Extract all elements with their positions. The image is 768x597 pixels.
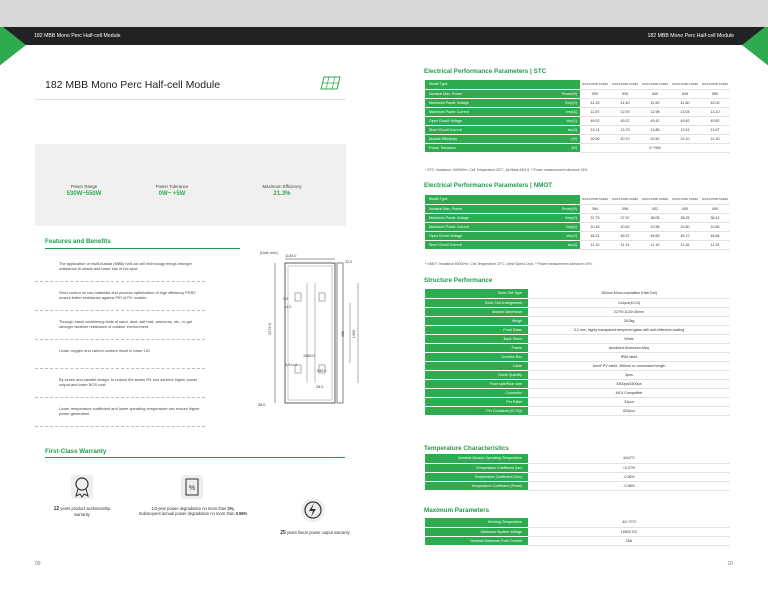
row-value: 46.37	[610, 231, 640, 240]
row-label: Connector	[425, 388, 528, 397]
row-unit: Imp(A)	[500, 222, 580, 231]
row-unit: (W)	[500, 143, 580, 152]
table-row	[425, 463, 730, 472]
row-value: 3.2 mm, highly transparent tempered glass with anti-reflective coating	[528, 325, 730, 334]
row-label: Short Circuit Current	[425, 240, 500, 249]
row-label: Maximum System Voltage	[425, 527, 528, 536]
left-corner-triangle	[0, 27, 26, 67]
table-row	[425, 204, 730, 213]
row-value: 10.60	[670, 222, 700, 231]
dim-mount-long: 1400	[352, 329, 357, 339]
dim-slot: 14.0	[284, 305, 292, 309]
row-unit: Voc(V)	[500, 116, 580, 125]
row-label: Nominal Max. Power	[425, 204, 500, 213]
stc-note: * STC: Irradiance 1000W/m², Cell Temperature 25°C, Air Mass AM1.5. * Power measurement tolerance ±3%.	[425, 168, 589, 172]
feature-text: Lower oxygen and carbon content result in lower LID.	[59, 348, 151, 353]
spec-label: Power Range	[70, 184, 98, 189]
row-value: 21.30	[700, 134, 730, 143]
row-value: 10.50	[610, 222, 640, 231]
row-value: White	[528, 334, 730, 343]
row-label: Junction Box	[425, 352, 528, 361]
left-page-number: 09	[35, 561, 41, 567]
row-unit: Imp(A)	[500, 107, 580, 116]
row-label: Maximum Power Current	[425, 222, 500, 231]
row-value: 46.55	[640, 231, 670, 240]
left-header-title: 182 MBB Mono Perc Half-cell Module	[34, 33, 121, 39]
table-row	[425, 222, 730, 231]
maximum-table	[425, 518, 730, 546]
row-value: 41.80	[670, 98, 700, 107]
stc-table	[425, 80, 730, 153]
table-row	[425, 334, 730, 343]
row-value: 28.0kg	[528, 316, 730, 325]
percent-icon	[180, 474, 204, 500]
row-label: Weigh	[425, 316, 528, 325]
row-label: Diode Quantity	[425, 370, 528, 379]
row-unit: Vmp(V)	[500, 98, 580, 107]
dim-mounting-holes: 4-9×14	[285, 363, 297, 367]
svg-text:%: %	[188, 485, 196, 492]
table-row	[425, 134, 730, 143]
row-value: 0~+5W	[580, 143, 730, 152]
table-header-row	[425, 195, 730, 204]
dim-height: 2279.0	[267, 323, 272, 335]
document-icon	[37, 293, 49, 305]
row-label: Per Container(40' HQ)	[425, 406, 528, 415]
row-value: 398	[610, 204, 640, 213]
table-row	[425, 518, 730, 527]
row-value: 144pcs(6×24)	[528, 298, 730, 307]
right-header-bar	[384, 27, 768, 45]
row-label: Frame	[425, 343, 528, 352]
row-value: 41.60	[640, 98, 670, 107]
feature-item	[35, 317, 205, 340]
main-title: 182 MBB Mono Perc Half-cell Module	[45, 79, 221, 91]
table-row	[425, 370, 730, 379]
row-unit: Pmax(W)	[500, 204, 580, 213]
row-label: Maximum Power Voltage	[425, 98, 500, 107]
row-value: -0.36%	[528, 472, 730, 481]
dim-width: 1134.0	[285, 254, 297, 258]
row-label: Module Efficiency	[425, 134, 500, 143]
table-row	[425, 89, 730, 98]
thermometer-icon	[37, 409, 49, 421]
model-name: SXXX-PM8 72/182	[640, 80, 670, 89]
table-row	[425, 352, 730, 361]
row-value: 13.04	[670, 107, 700, 116]
model-name: SXXX-PM8 72/182	[700, 80, 730, 89]
row-label: Nominal Max. Power	[425, 89, 500, 98]
row-unit: (%)	[500, 134, 580, 143]
table-row	[425, 527, 730, 536]
feature-text: The application of multi-busbar (MBB) half-cut cell technology brings stronger resistance to shade and lower risk of hot spot.	[59, 261, 192, 271]
table-row	[425, 116, 730, 125]
row-value: 620pcs	[528, 406, 730, 415]
features-title: Features and Benefits	[45, 238, 111, 245]
left-header-bar	[0, 27, 384, 45]
row-value: +0.07%	[528, 463, 730, 472]
row-value: MC4 Compatible	[528, 388, 730, 397]
dim-junction: 25.0	[316, 385, 324, 389]
row-value: 11.14	[610, 240, 640, 249]
row-value: 25A	[528, 536, 730, 545]
dim-hole: 9.0	[283, 297, 289, 301]
row-value: 409	[700, 204, 730, 213]
row-value: 49.82	[700, 116, 730, 125]
row-value: 13.97	[700, 125, 730, 134]
table-row	[425, 481, 730, 490]
row-value: 13.85	[640, 125, 670, 134]
table-row	[425, 325, 730, 334]
features-underline	[45, 248, 240, 249]
bolt-icon	[300, 497, 326, 523]
row-label: Cable	[425, 361, 528, 370]
spec-value: 530W~550W	[66, 191, 102, 197]
row-label: Back Sheet	[425, 334, 528, 343]
feature-text: Through harsh weathering tests of sand, dust, salt mist, ammonia, etc., to get stronger weather resistance of outdoor environment.	[59, 319, 192, 329]
row-value: 46.72	[670, 231, 700, 240]
dim-mount: 400	[341, 330, 346, 338]
row-label: Short Circuit Current	[425, 125, 500, 134]
warranty-underline	[45, 457, 345, 458]
row-value: 10.56	[640, 222, 670, 231]
row-value: 2279×1134×35mm	[528, 307, 730, 316]
spec-label: Maximum Efficiency	[262, 184, 302, 189]
table-row	[425, 536, 730, 545]
row-label: Solar Cell Arrangement	[425, 298, 528, 307]
row-value: 37.97	[610, 213, 640, 222]
table-row	[425, 316, 730, 325]
table-row	[425, 298, 730, 307]
row-value: 20.90	[640, 134, 670, 143]
row-value: 38.05	[640, 213, 670, 222]
table-row	[425, 107, 730, 116]
hand-icon	[37, 351, 49, 363]
row-value: 49.42	[640, 116, 670, 125]
row-value: Anodized Aluminum Alloy	[528, 343, 730, 352]
row-value: 10.45	[580, 222, 610, 231]
grid-icon	[37, 380, 49, 392]
maximum-title: Maximum Parameters	[424, 507, 490, 514]
feature-text: Strict control on raw materials and process optimization of high efficiency PERC ensure better resistance against PID of PV module.	[59, 290, 197, 300]
row-unit: Isc(A)	[500, 240, 580, 249]
table-row	[425, 454, 730, 463]
row-label: Maximum Power Voltage	[425, 213, 500, 222]
feature-item	[35, 346, 205, 369]
medal-icon	[70, 474, 94, 500]
row-value: 12.98	[640, 107, 670, 116]
row-value: 11.26	[670, 240, 700, 249]
table-header-row	[425, 80, 730, 89]
model-name: SXXX-PM8 72/182	[610, 80, 640, 89]
row-value: 41.20	[580, 98, 610, 107]
row-value: 44±2°C	[528, 454, 730, 463]
row-value: 10.65	[700, 222, 730, 231]
table-row	[425, 472, 730, 481]
row-value: 49.62	[670, 116, 700, 125]
row-value: 38.42	[700, 213, 730, 222]
table-row	[425, 379, 730, 388]
warranty-title: First-Class Warranty	[45, 448, 107, 455]
row-value: 20.50	[580, 134, 610, 143]
table-row	[425, 240, 730, 249]
right-header-title: 182 MBB Mono Perc Half-cell Module	[647, 33, 734, 39]
row-value: -0.38%	[528, 481, 730, 490]
table-row	[425, 406, 730, 415]
nmot-table	[425, 195, 730, 250]
right-page	[384, 27, 768, 597]
row-label: Maximum Power Current	[425, 107, 500, 116]
row-label: Open Circuit Voltage	[425, 116, 500, 125]
row-unit: Isc(A)	[500, 125, 580, 134]
cells-icon	[37, 264, 49, 276]
dim-inner-width: 1089.0	[303, 354, 315, 358]
row-unit: Vmp(V)	[500, 213, 580, 222]
row-label: Nominal Module Operating Temperature	[425, 454, 528, 463]
warranty-power-output: 25 years linear power output warranty	[280, 530, 350, 536]
row-label: Solar Cell Type	[425, 289, 528, 298]
row-value: 5400pa/2400pa	[528, 379, 730, 388]
feature-item	[35, 259, 205, 282]
table-row	[425, 98, 730, 107]
feature-text: By series and parallel design, to reduce the series RS and achieve higher power output and lower BOS cost.	[59, 377, 198, 387]
feature-item	[35, 404, 205, 427]
solar-panel-icon	[320, 75, 342, 91]
table-row	[425, 361, 730, 370]
row-value: 31pcs	[528, 397, 730, 406]
table-row	[425, 231, 730, 240]
weather-icon	[37, 322, 49, 334]
row-value: 12.93	[610, 107, 640, 116]
right-corner-triangle	[742, 27, 768, 67]
row-value: 13.79	[610, 125, 640, 134]
temperature-title: Temperature Characteristics	[424, 445, 509, 452]
model-type-label: Model Type	[425, 195, 580, 204]
row-value: 12.87	[580, 107, 610, 116]
row-label: Front side/Rear side	[425, 379, 528, 388]
row-label: Nominal Maximum Fuse Current	[425, 536, 528, 545]
row-value: 46.21	[580, 231, 610, 240]
row-value: 13.10	[700, 107, 730, 116]
right-page-number: 10	[727, 561, 733, 567]
model-name: SXXX-PM8 72/182	[700, 195, 730, 204]
row-value: 535	[610, 89, 640, 98]
structure-title: Structure Performance	[424, 277, 493, 284]
dim-thickness: 35.0	[258, 403, 266, 407]
model-name: SXXX-PM8 72/182	[670, 195, 700, 204]
row-value: 402	[640, 204, 670, 213]
row-value: 13.74	[580, 125, 610, 134]
row-value: 49.22	[610, 116, 640, 125]
row-label: Front Glass	[425, 325, 528, 334]
model-name: SXXX-PM8 72/182	[670, 80, 700, 89]
row-label: Power Tolerance	[425, 143, 500, 152]
structure-table	[425, 289, 730, 416]
table-row	[425, 143, 730, 152]
model-name: SXXX-PM8 72/182	[610, 195, 640, 204]
row-value: 3pcs	[528, 370, 730, 379]
temperature-table	[425, 454, 730, 491]
row-label: Per Pallet	[425, 397, 528, 406]
model-type-label: Model Type	[425, 80, 580, 89]
row-value: 49.02	[580, 116, 610, 125]
row-label: Temperature Coefficient (Voc)	[425, 472, 528, 481]
table-row	[425, 125, 730, 134]
row-value: -40~70°C	[528, 518, 730, 527]
row-label: Module Dimension	[425, 307, 528, 316]
row-value: 21.10	[670, 134, 700, 143]
table-row	[425, 388, 730, 397]
row-value: 540	[640, 89, 670, 98]
dim-frame: 32.0	[345, 260, 352, 264]
row-value: 38.25	[670, 213, 700, 222]
spec-value: 0W~ +5W	[158, 191, 186, 197]
feature-item	[35, 288, 205, 311]
spec-label: Power Tolerance	[155, 184, 189, 189]
stc-title: Electrical Performance Parameters | STC	[424, 68, 547, 75]
row-unit: Voc(V)	[500, 231, 580, 240]
row-value: 182mm Mono-crystalline (Half Cell)	[528, 289, 730, 298]
warranty-workmanship: 12 years product workmanship warranty	[53, 506, 111, 517]
table-row	[425, 289, 730, 298]
title-divider	[35, 99, 346, 100]
row-value: 13.91	[670, 125, 700, 134]
model-name: SXXX-PM8 72/182	[640, 195, 670, 204]
feature-item	[35, 375, 205, 398]
row-label: Temperature Coefficient (Pmax)	[425, 481, 528, 490]
row-value: 11.10	[580, 240, 610, 249]
row-value: 41.40	[610, 98, 640, 107]
row-label: Temperature Coefficient (Isc)	[425, 463, 528, 472]
warranty-degradation: 1st year power degradation no more than 2%, Subsequent annual power degradation no more than 0.55%	[138, 506, 248, 516]
row-label: Open Circuit Voltage	[425, 231, 500, 240]
row-value: 530	[580, 89, 610, 98]
row-value: 46.84	[700, 231, 730, 240]
row-value: 11.33	[700, 240, 730, 249]
row-value: 394	[580, 204, 610, 213]
row-label: Working Temperature	[425, 518, 528, 527]
table-row	[425, 343, 730, 352]
row-value: 545	[670, 89, 700, 98]
row-value: 11.19	[640, 240, 670, 249]
model-name: SXXX-PM8 72/182	[580, 195, 610, 204]
row-value: 37.79	[580, 213, 610, 222]
model-name: SXXX-PM8 72/182	[580, 80, 610, 89]
row-value: IP68 rated	[528, 352, 730, 361]
nmot-title: Electrical Performance Parameters | NMOT	[424, 182, 553, 189]
spec-value: 21.3%	[273, 191, 291, 197]
row-value: 4mm² PV cable, 350mm or customized length	[528, 361, 730, 370]
table-row	[425, 307, 730, 316]
row-value: 42.00	[700, 98, 730, 107]
left-page	[0, 27, 384, 597]
nmot-note: * NMOT: Irradiance 800W/m², Cell Temperature 20°C, Wind Speed 1m/s. * Power measurement tolerance ±3%.	[425, 262, 593, 266]
table-row	[425, 397, 730, 406]
row-value: 1500V DC	[528, 527, 730, 536]
unit-label: (Unit: mm)	[260, 251, 278, 255]
row-value: 550	[700, 89, 730, 98]
row-value: 405	[670, 204, 700, 213]
dim-inner: 539.0	[317, 369, 327, 373]
feature-text: Lower temperature coefficient and lower operating temperature can ensure higher power generation.	[59, 406, 200, 416]
row-unit: Pmax(W)	[500, 89, 580, 98]
table-row	[425, 213, 730, 222]
row-value: 20.70	[610, 134, 640, 143]
